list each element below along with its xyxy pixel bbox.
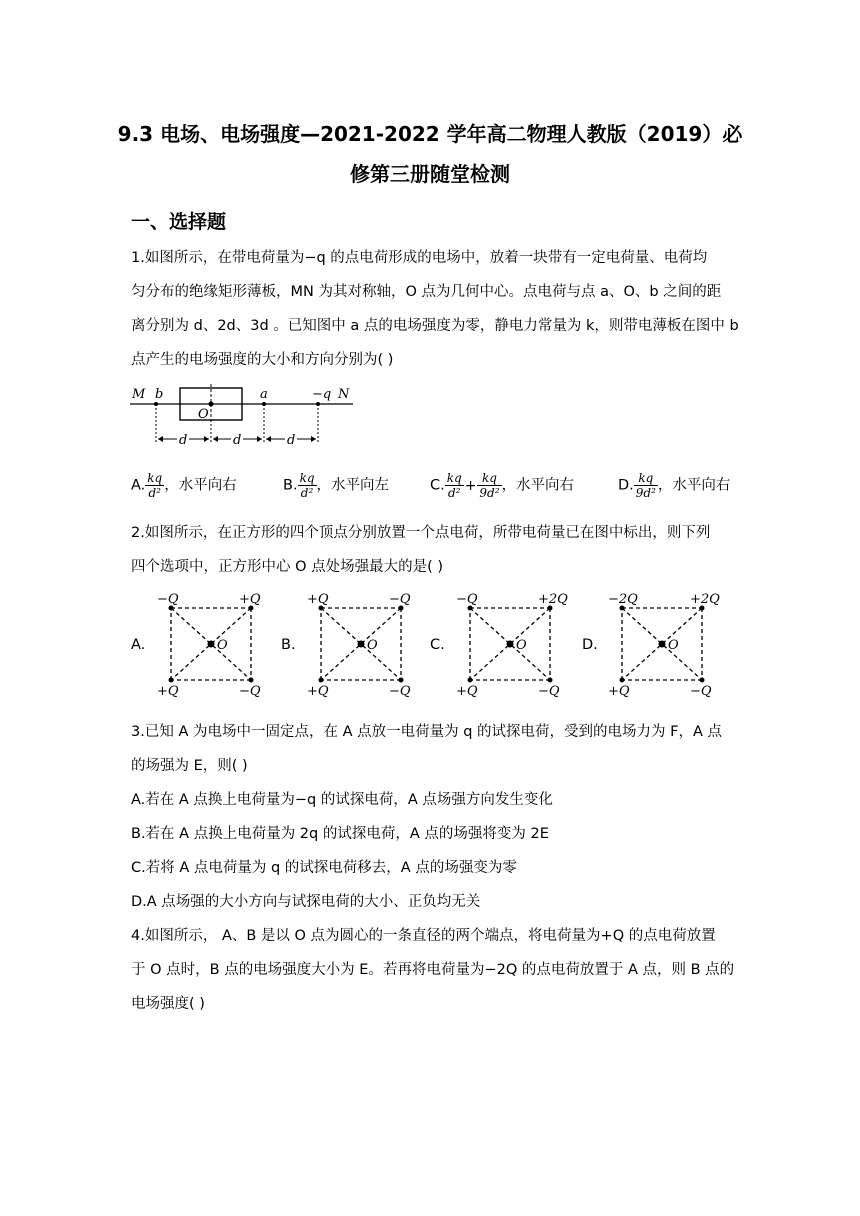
charge-label-bottom-left: +Q — [157, 684, 179, 699]
label-O: O — [198, 407, 209, 422]
charge-label-bottom-left: +Q — [456, 684, 478, 699]
fraction: $\frac{kq}{\text{d²}}$ — [299, 471, 315, 500]
option-direction: ，水平向左 — [316, 477, 390, 494]
option-direction: ，水平向右 — [657, 477, 731, 494]
label-b: b — [155, 387, 164, 402]
option-prefix: A. — [131, 637, 146, 653]
charge-label-bottom-right: −Q — [538, 684, 560, 699]
label-d1: d — [179, 433, 188, 448]
charge-square-diagram — [153, 590, 273, 700]
label-M: M — [132, 387, 146, 402]
q3-option-c[interactable]: C.若将 A 点电荷量为 q 的试探电荷移去，A 点的场强变为零 — [131, 860, 517, 876]
q3-line-2: 的场强为 E，则( ) — [131, 758, 248, 774]
center-label-O: O — [516, 638, 527, 653]
label-d3: d — [287, 433, 296, 448]
charge-label-top-right: +Q — [239, 592, 261, 607]
q3-line-1: 3.已知 A 为电场中一固定点，在 A 点放一电荷量为 q 的试探电荷，受到的电场力为 F，A 点 — [131, 724, 723, 740]
option-prefix: D. — [618, 477, 634, 494]
center-label-O: O — [668, 638, 679, 653]
option-prefix: B. — [283, 477, 298, 494]
q1-line-1: 1.如图所示，在带电荷量为−q 的点电荷形成的电场中，放着一块带有一定电荷量、电荷均 — [131, 250, 708, 266]
q1-option-b[interactable] — [283, 471, 389, 500]
fraction: $\frac{kq}{\text{9d²}}$ — [479, 471, 500, 500]
center-label-O: O — [367, 638, 378, 653]
q1-figure — [128, 382, 358, 454]
charge-label-bottom-right: −Q — [239, 684, 261, 699]
option-prefix: B. — [281, 637, 296, 653]
q2-option-a[interactable] — [131, 590, 281, 700]
option-direction: ，水平向右 — [164, 477, 237, 494]
q2-option-c[interactable] — [430, 590, 580, 700]
label-a: a — [260, 387, 268, 402]
option-prefix: A. — [131, 477, 146, 494]
q1-option-a[interactable] — [131, 471, 237, 500]
charge-label-top-left: +Q — [307, 592, 329, 607]
charge-square-diagram — [452, 590, 572, 700]
charge-label-bottom-right: −Q — [690, 684, 712, 699]
charge-label-top-left: −Q — [157, 592, 179, 607]
q2-line-2: 四个选项中，正方形中心 O 点处场强最大的是( ) — [131, 559, 444, 575]
q3-option-a[interactable]: A.若在 A 点换上电荷量为−q 的试探电荷，A 点场强方向发生变化 — [131, 792, 553, 808]
q2-option-b[interactable] — [281, 590, 431, 700]
option-prefix: D. — [582, 637, 598, 653]
center-label-O: O — [217, 638, 228, 653]
charge-square-diagram — [604, 590, 724, 700]
fraction: $\frac{kq}{\text{d²}}$ — [446, 471, 462, 500]
fraction: $\frac{kq}{\text{9d²}}$ — [635, 471, 656, 500]
q2-option-d[interactable] — [582, 590, 732, 700]
label-N: N — [338, 387, 350, 402]
charge-square-diagram — [303, 590, 423, 700]
fraction: $\frac{kq}{\text{d²}}$ — [147, 471, 163, 500]
q3-option-b[interactable]: B.若在 A 点换上电荷量为 2q 的试探电荷，A 点的场强将变为 2E — [131, 826, 549, 842]
label-neg-q: −q — [312, 387, 332, 402]
label-d2: d — [233, 433, 242, 448]
q2-line-1: 2.如图所示，在正方形的四个顶点分别放置一个点电荷，所带电荷量已在图中标出，则下列 — [131, 525, 711, 541]
q1-line-4: 点产生的电场强度的大小和方向分别为( ) — [131, 352, 394, 368]
q1-line-2: 匀分布的绝缘矩形薄板，MN 为其对称轴，O 点为几何中心。点电荷与点 a、O、b 之间的距 — [131, 284, 722, 300]
q3-option-d[interactable]: D.A 点场强的大小方向与试探电荷的大小、正负均无关 — [131, 894, 481, 910]
q1-option-c[interactable]: C. $\frac{kq}{\text{d²}}$ + $\frac{kq}{\text{9d²}}$ ，水平向右 — [430, 471, 575, 500]
charge-label-top-left: −Q — [456, 592, 478, 607]
q4-line-2: 于 O 点时，B 点的电场强度大小为 E。若再将电荷量为−2Q 的点电荷放置于 A 点，则 B 点的 — [131, 962, 735, 978]
charge-label-top-right: +2Q — [538, 592, 568, 607]
q4-line-1: 4.如图所示， A、B 是以 O 点为圆心的一条直径的两个端点，将电荷量为+Q 的点电荷放置 — [131, 928, 716, 944]
section-heading: 一、选择题 — [131, 211, 227, 233]
q1-option-d[interactable] — [618, 471, 730, 500]
option-direction: ，水平向右 — [501, 477, 575, 494]
option-prefix: C. — [430, 477, 445, 494]
charge-label-bottom-right: −Q — [389, 684, 411, 699]
charge-label-top-right: +2Q — [690, 592, 720, 607]
option-prefix: C. — [430, 637, 445, 653]
title-line-1: 9.3 电场、电场强度—2021-2022 学年高二物理人教版（2019）必 — [117, 122, 743, 146]
charge-label-bottom-left: +Q — [307, 684, 329, 699]
charge-label-top-right: −Q — [389, 592, 411, 607]
q1-line-3: 离分别为 d、2d、3d 。已知图中 a 点的电场强度为零，静电力常量为 k，则带电薄板在图中 b — [131, 318, 739, 334]
q4-line-3: 电场强度( ) — [131, 996, 205, 1012]
title-line-2: 修第三册随堂检测 — [350, 162, 510, 186]
charge-label-bottom-left: +Q — [608, 684, 630, 699]
charge-label-top-left: −2Q — [608, 592, 638, 607]
